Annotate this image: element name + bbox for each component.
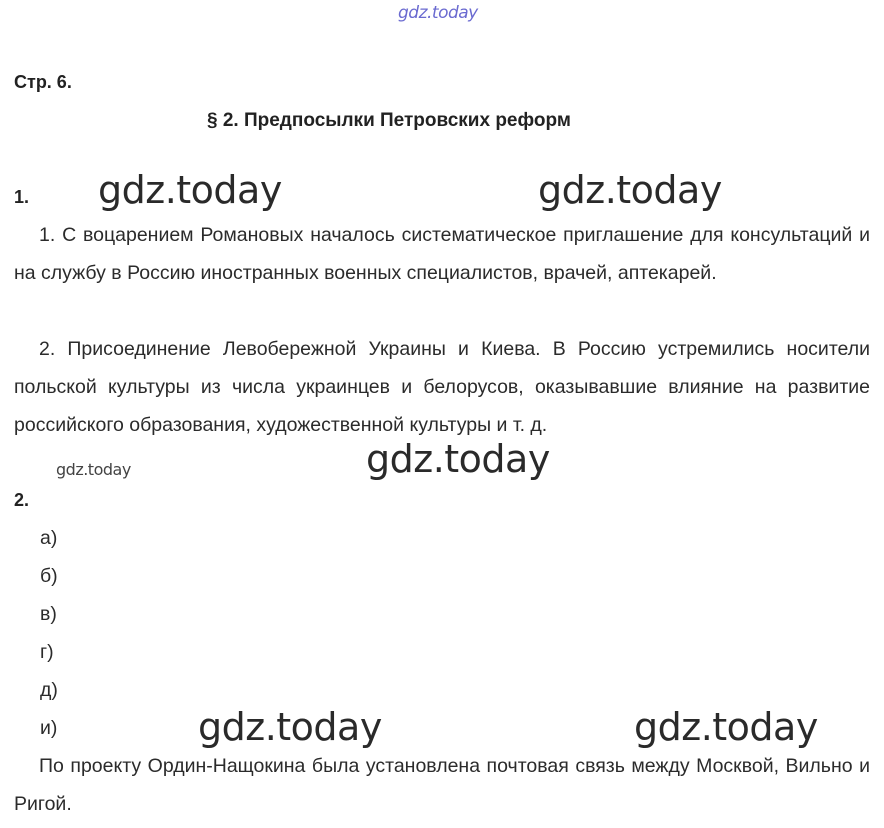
answer-paragraph: 2. Присоединение Левобережной Украины и Киева. В Россию устремились носители польской культуры из числа украинцев и белорусов, оказывавшие влияние на развитие российского образования, художественной культуры и т. д. <box>14 338 870 436</box>
list-item: а) <box>40 527 58 549</box>
list-item: д) <box>40 679 58 701</box>
watermark: gdz.today <box>198 705 382 749</box>
answer-paragraph: 1. С воцарением Романовых началось систематическое приглашение для консультаций и на службу в Россию иностранных военных специалистов, врачей, аптекарей. <box>14 224 870 284</box>
conclusion-paragraph: По проекту Ордин-Нащокина была установлена почтовая связь между Москвой, Вильно и Ригой. <box>14 755 870 815</box>
watermark: gdz.today <box>98 168 282 212</box>
watermark-top: gdz.today <box>398 3 478 23</box>
list-item: и) <box>40 717 58 739</box>
task-number: 1. <box>14 187 30 207</box>
watermark-small: gdz.today <box>56 460 131 479</box>
section-title: § 2. Предпосылки Петровских реформ <box>207 110 571 131</box>
list-item: г) <box>40 641 54 663</box>
page-label: Стр. 6. <box>14 72 72 92</box>
watermark: gdz.today <box>366 437 550 481</box>
list-item: в) <box>40 603 57 625</box>
watermark: gdz.today <box>538 168 722 212</box>
watermark: gdz.today <box>634 705 818 749</box>
list-item: б) <box>40 565 58 587</box>
task-number: 2. <box>14 490 30 510</box>
